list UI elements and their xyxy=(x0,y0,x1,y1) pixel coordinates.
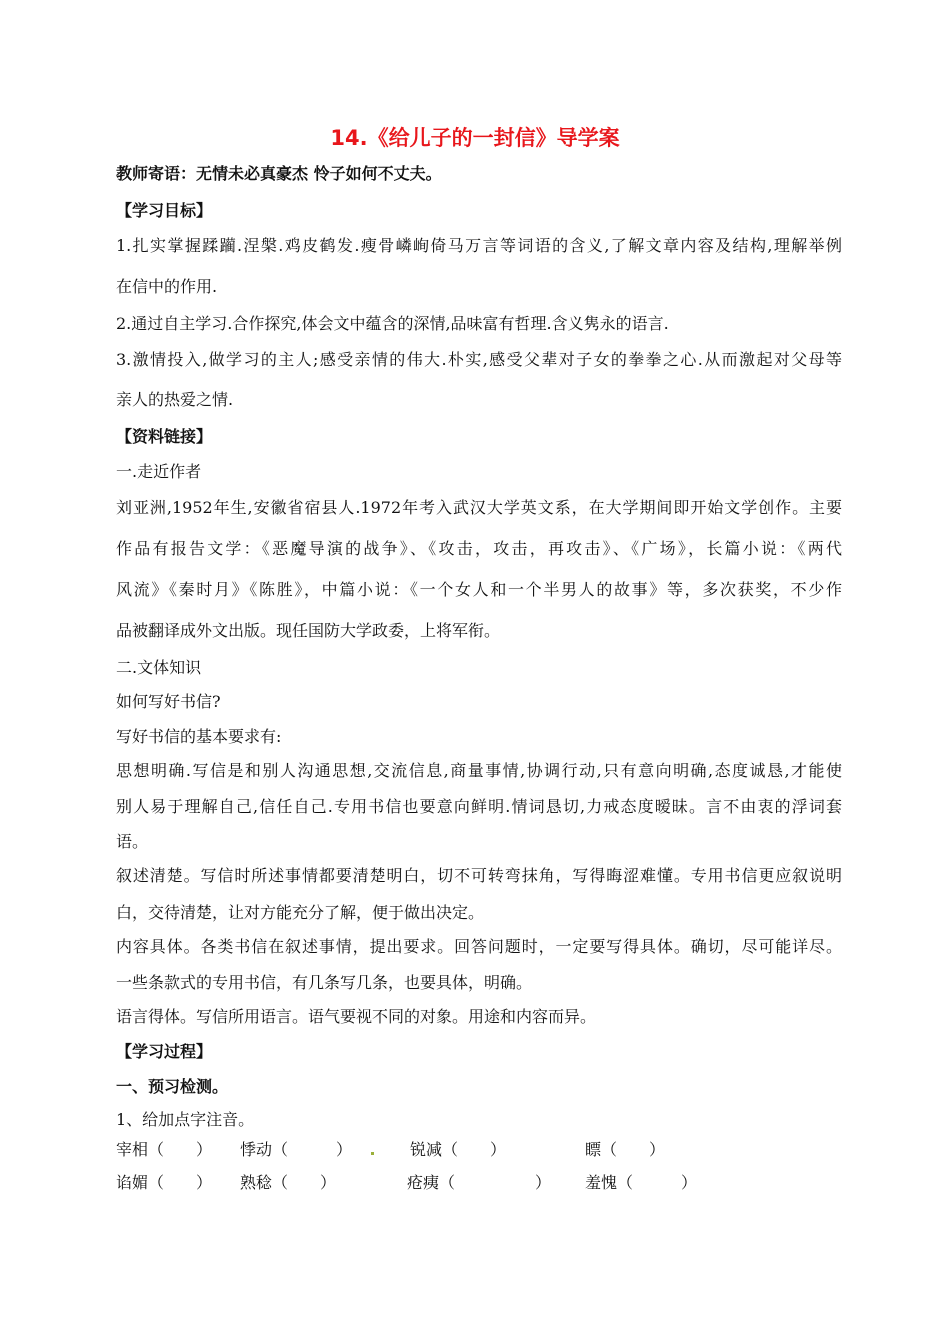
pinyin-row-1 xyxy=(116,1140,842,1162)
goal-line-4: 3.激情投入,做学习的主人;感受亲情的伟大.朴实,感受父辈对子女的拳拳之心.从而激起对父母等 xyxy=(116,350,842,369)
genre-line-1: 思想明确.写信是和别人沟通思想,交流信息,商量事情,协调行动,只有意向明确,态度诚恳,才能使 xyxy=(116,761,842,780)
goal-line-5: 亲人的热爱之情. xyxy=(116,390,234,409)
goal-line-1: 1.扎实掌握蹂躏.涅槃.鸡皮鹤发.瘦骨嶙峋倚马万言等词语的含义,了解文章内容及结构,理解举例 xyxy=(116,236,842,255)
author-heading: 一.走近作者 xyxy=(116,462,202,481)
goal-line-3: 2.通过自主学习.合作探究,体会文中蕴含的深情,品味富有哲理.含义隽永的语言. xyxy=(116,314,669,333)
pinyin-item: 疮痍（ ） xyxy=(407,1173,552,1192)
author-line-1: 刘亚洲,1952年生,安徽省宿县人.1972年考入武汉大学英文系，在大学期间即开始文学创作。主要 xyxy=(116,498,842,517)
genre-line-4: 叙述清楚。写信时所述事情都要清楚明白，切不可转弯抹角，写得晦涩难懂。专用书信更应叙说明 xyxy=(116,866,842,885)
pinyin-row-2 xyxy=(116,1173,842,1195)
genre-line-3: 语。 xyxy=(116,832,149,851)
pinyin-item: 宰相（ ） xyxy=(116,1140,213,1159)
page-title: 14.《给儿子的一封信》导学案 xyxy=(330,126,620,150)
pinyin-item: 锐减（ ） xyxy=(410,1140,507,1159)
goals-heading: 【学习目标】 xyxy=(116,201,213,220)
stray-mark xyxy=(371,1152,374,1155)
pinyin-item: 悸动（ ） xyxy=(240,1140,353,1159)
pinyin-item: 熟稔（ ） xyxy=(240,1173,337,1192)
resources-heading: 【资料链接】 xyxy=(116,427,213,446)
genre-line-2: 别人易于理解自己,信任自己.专用书信也要意向鲜明.情词恳切,力戒态度暧昧。言不由衷的浮词套 xyxy=(116,797,842,816)
genre-line-8: 语言得体。写信所用语言。语气要视不同的对象。用途和内容而异。 xyxy=(116,1007,597,1026)
genre-heading: 二.文体知识 xyxy=(116,658,202,677)
author-line-4: 品被翻译成外文出版。现任国防大学政委，上将军衔。 xyxy=(116,621,501,640)
teacher-motto: 教师寄语：无情未必真豪杰 怜子如何不丈夫。 xyxy=(116,164,442,183)
preview-heading: 一、预习检测。 xyxy=(116,1077,229,1096)
genre-line-5: 白，交待清楚，让对方能充分了解，便于做出决定。 xyxy=(116,903,485,922)
pinyin-item: 瞟（ ） xyxy=(585,1140,666,1159)
process-heading: 【学习过程】 xyxy=(116,1042,213,1061)
author-line-2: 作品有报告文学：《恶魔导演的战争》、《攻击，攻击，再攻击》、《广场》，长篇小说：《两代 xyxy=(116,539,842,558)
author-line-3: 风流》《秦时月》《陈胜》，中篇小说：《一个女人和一个半男人的故事》等，多次获奖，不少作 xyxy=(116,580,842,599)
question-1: 1、给加点字注音。 xyxy=(116,1110,255,1129)
genre-line-6: 内容具体。各类书信在叙述事情，提出要求。回答问题时，一定要写得具体。确切，尽可能详尽。 xyxy=(116,937,842,956)
genre-line-7: 一些条款式的专用书信，有几条写几条，也要具体，明确。 xyxy=(116,973,533,992)
genre-requirements: 写好书信的基本要求有: xyxy=(116,727,282,746)
pinyin-item: 谄媚（ ） xyxy=(116,1173,213,1192)
genre-question: 如何写好书信? xyxy=(116,692,221,711)
pinyin-item: 羞愧（ ） xyxy=(585,1173,698,1192)
goal-line-2: 在信中的作用. xyxy=(116,277,218,296)
